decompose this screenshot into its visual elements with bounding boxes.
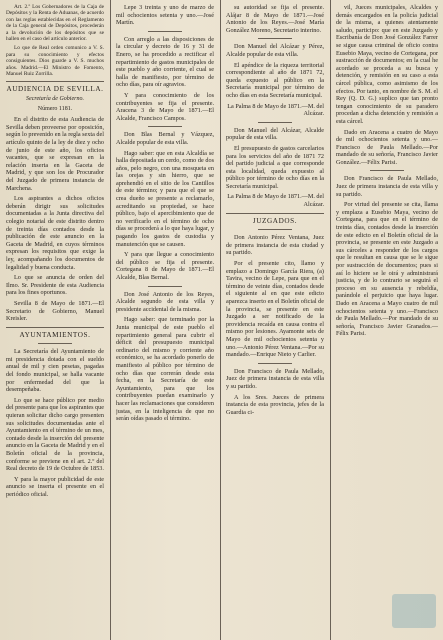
article-text: vil, Jueces municipales, Alcaldes y demás encargados en la policía judicial de la misma, a quienes atentamente saludo, participo: que en este Juzgado y Escribanía de Don José González Farrer se sigue causa criminal de oficio contra Eusebio Maya, vecino de Cortegana, por sustracción de documentos; en la cual he acordado se proceda a su busca y detención, y remisión en su caso a esta cárcel pública, como asimismo de los efectos. Por tanto, en nombre de S. M. el Rey (Q. D. G.) suplico que tan pronto tengan conocimiento de su paradero procedan a dicha detención y remisión a esta cárcel. [336,4,438,125]
article-text: Hago saber: que en esta Alcaldía se halla depositada un cerdo, como de dos años, pelo negro, con una mosqueta en las orejas y sin hierro, que se aprehendió en el sitio de los Cantillos de este término; y para que el que se crea dueño se presente a reclamarlo, acreditando su propiedad, se hace público, bajo el apercibimiento que de no verificarlo en el término de ocho días se procederá a lo que haya lugar, y pagando los gastos de custodia y manutención que se causen. [116,149,214,248]
article-text: Con arreglo a las disposiciones de la circular y decreto de 16 y 31 de Enero, se ha procedido a rectificar el repartimiento de gastos municipales de este pueblo y año corriente, el cual se halla de manifiesto, por término de ocho días, para oír agravios. [116,35,214,89]
article-text: Hago saber: que terminado por la Junta municipal de este pueblo el repartimiento general para cubrir el déficit del presupuesto municipal ordinario del mismo y corriente año económico, se ha acordado ponerlo de manifiesto al público por término de ocho días que correrán desde esta fecha, en la Secretaría de este Ayuntamiento, para que los contribuyentes puedan examinarlo y hacer las reclamaciones que consideren justas, en la inteligencia de que no serán oídas pasado el término. [116,316,214,423]
section-heading: JUZGADOS. [252,216,298,225]
section-divider [6,327,104,328]
column-3 [226,4,324,636]
column-1 [6,4,104,636]
article-text: Dado en Aracena a cuatro de Mayo de mil ochocientos setenta y uno.—Francisco de Paula Mellado.—Por mandado de su señoría, Francisco Javier González.—Félix Parisi. [336,128,438,166]
article-text: Lo que se hace público por medio del presente para que los aspirantes que quieran solicitar dicho cargo presenten sus solicitudes documentadas ante el Ayuntamiento en el término de un mes, contado desde la inserción del presente anuncio en la Gaceta de Madrid y en el Boletín oficial de la provincia, conforme se previene en el art. 2.º del Real decreto de 19 de Octubre de 1853. [6,396,104,473]
article-text: Y para conocimiento de los contribuyentes se fija el presente. Aracena 3 de Mayo de 1871.—El Alcalde, Francisco Campos. [116,91,214,122]
section-divider [6,81,104,82]
article-text: A los Sres. Jueces de primera instancia de esta provincia, jefes de la Guardia ci- [226,393,324,416]
short-divider [38,343,72,344]
article-text: Don Blas Bernal y Vázquez, Alcalde popular de esta villa. [116,131,214,146]
article-text: El apéndice de la riqueza territorial correspondiente al año de 1871 72, queda expuesto al público en la Secretaría municipal por término de ocho días en esta Secretaría municipal. [226,61,324,99]
article-signature: La Palma 8 de Mayo de 1871.—M. del Alcázar. [227,102,324,118]
column-2 [116,4,214,636]
notice-number: Número 1181. [37,105,73,112]
article-signature: La Palma 8 de Mayo de 1871.—M. del Alcázar. [227,193,324,209]
article-text: Don Manuel del Alcázar y Pérez, Alcalde popular de esta villa. [226,43,324,58]
section-heading: AUDIENCIA DE SEVILLA. [6,85,104,94]
short-divider [148,286,182,287]
paper-stain [392,594,436,628]
section-divider [226,213,324,214]
column-4 [336,4,438,636]
article-text: Art. 2.º Los Gobernadores de la Caja de Depósitos y la Renta de Aduanas, de acuerdo con las reglas establecidas en el Reglamento de la Caja general de Depósitos, procederán a la devolución de los depósitos que se hallen en el caso del artículo anterior. [6,4,104,43]
short-divider [258,229,292,230]
article-text: Sevilla 8 de Mayo de 1871.—El Secretario de Gobierno, Manuel Kreisler. [6,299,104,323]
column-rule [110,0,111,640]
article-text: Y para que llegue a conocimiento del público se fija el presente. Cortegana 8 de Mayo de 1871.—El Alcalde, Blas Bernal. [116,251,214,281]
article-text: Lo que de Real orden comunico a V. S. para su conocimiento y efectos consiguientes. Dios guarde a V. S. muchos años. Madrid.—El Ministro de Fomento, Manuel Ruiz Zorrilla. [6,45,104,78]
article-text: En el distrito de esta Audiencia de Sevilla deben proveerse por oposición, según lo prevenido en la regla sexta del artículo quinto de la ley de diez y ocho de junio de este año, los oficios vacantes, que se expresan en la relación inserta en la Gaceta de Madrid, y que son los de Procurador del Juzgado de primera instancia de Marchena. [6,116,104,192]
article-text: su autoridad se fija el presente. Alájar 8 de Mayo de 1871.—José Antonio de los Reyes.—José María González Moreno, Secretario interino. [226,4,324,34]
article-text: Don Antonio Pérez Ventana, Juez de primera instancia de esta ciudad y su partido. [226,234,324,257]
article-text: Y para la mayor publicidad de este anuncio se inserta el presente en el periódico oficial. [6,475,104,498]
short-divider [258,363,292,364]
article-text: Por el presente cito, llamo y emplazo a Domingo García Riera, (a) Tavira, vecino de Lepe, para que en el término de veinte días, contados desde el siguiente al en que este edicto aparezca inserto en el Boletín oficial de la provincia, se presente en este Juzgado a ser notificado de la providencia recaída en causa contra el mismo por lesiones. Ayamonte seis de Mayo de mil ochocientos setenta y uno.—Antonio Pérez Ventana.—Por su mandado.—Enrique Nieto y Carlier. [226,260,324,359]
article-text: El presupuesto de gastos carcelarios para los servicios del año de 1871 72 del partido judicial a que corresponde esta localidad, queda expuesto al público por término de ocho días en la Secretaría municipal. [226,144,324,190]
short-divider [258,38,292,39]
short-divider [370,170,404,171]
article-text: Los aspirantes a dichos oficios deberán dirigir sus solicitudes documentadas a la Junta directiva del colegio notarial de este distrito dentro de treinta días contados desde la publicación de este anuncio en la Gaceta de Madrid, en cuyos términos expresan los requisitos que exige la ley, acompañando los documentos de legalidad y buena conducta. [6,195,104,271]
column-rule [330,0,331,640]
section-subheading: Secretaría de Gobierno. [26,96,84,103]
article-text: Don José Antonio de los Reyes, Alcalde segundo de esta villa y presidente accidental de la misma. [116,290,214,313]
section-heading: AYUNTAMIENTOS. [19,330,91,339]
article-text: Don Francisco de Paula Mellado, Juez de primera instancia de esta villa y su partido. [226,367,324,390]
article-text: Lepe 3 treinta y uno de marzo de mil ochocientos setenta y uno.—José Martín. [116,4,214,27]
article-text: La Secretaría del Ayuntamiento de mi presidencia dotada con el sueldo anual de mil y cien pesetas, pagadas del fondo municipal, se halla vacante por enfermedad del que la desempeñaba. [6,348,104,394]
article-text: Por virtud del presente se cita, llama y emplaza a Eusebio Maya, vecino de Cortegana, para que en el término de treinta días, contados desde la inserción de este edicto en el Boletín oficial de la provincia, se presente en este Juzgado a sus cárceles a responder de los cargos que le resultan en causa que se le sigue por sustracción de documentos; pues si así lo hiciere se le oirá y administrará justicia, y de lo contrario se seguirá el proceso en su ausencia y rebeldía, parándole el perjuicio que haya lugar. Dado en Aracena a Mayo cuatro de mil ochocientos setenta y uno.—Francisco de Paula Mellado.—Por mandado de su señoría, Francisco Javier Granados.—Félix Parisi. [336,201,438,338]
short-divider [258,122,292,123]
short-divider [148,31,182,32]
column-rule [220,0,221,640]
article-text: Lo que se anuncia de orden del Ilmo. Sr. Presidente de esta Audiencia para los fines oportunos. [6,274,104,297]
article-text: Don Manuel del Alcázar, Alcalde popular de esta villa. [226,126,324,142]
article-text: Don Francisco de Paula Mellado, Juez de primera instancia de esta villa y su partido. [336,175,438,198]
short-divider [148,126,182,127]
